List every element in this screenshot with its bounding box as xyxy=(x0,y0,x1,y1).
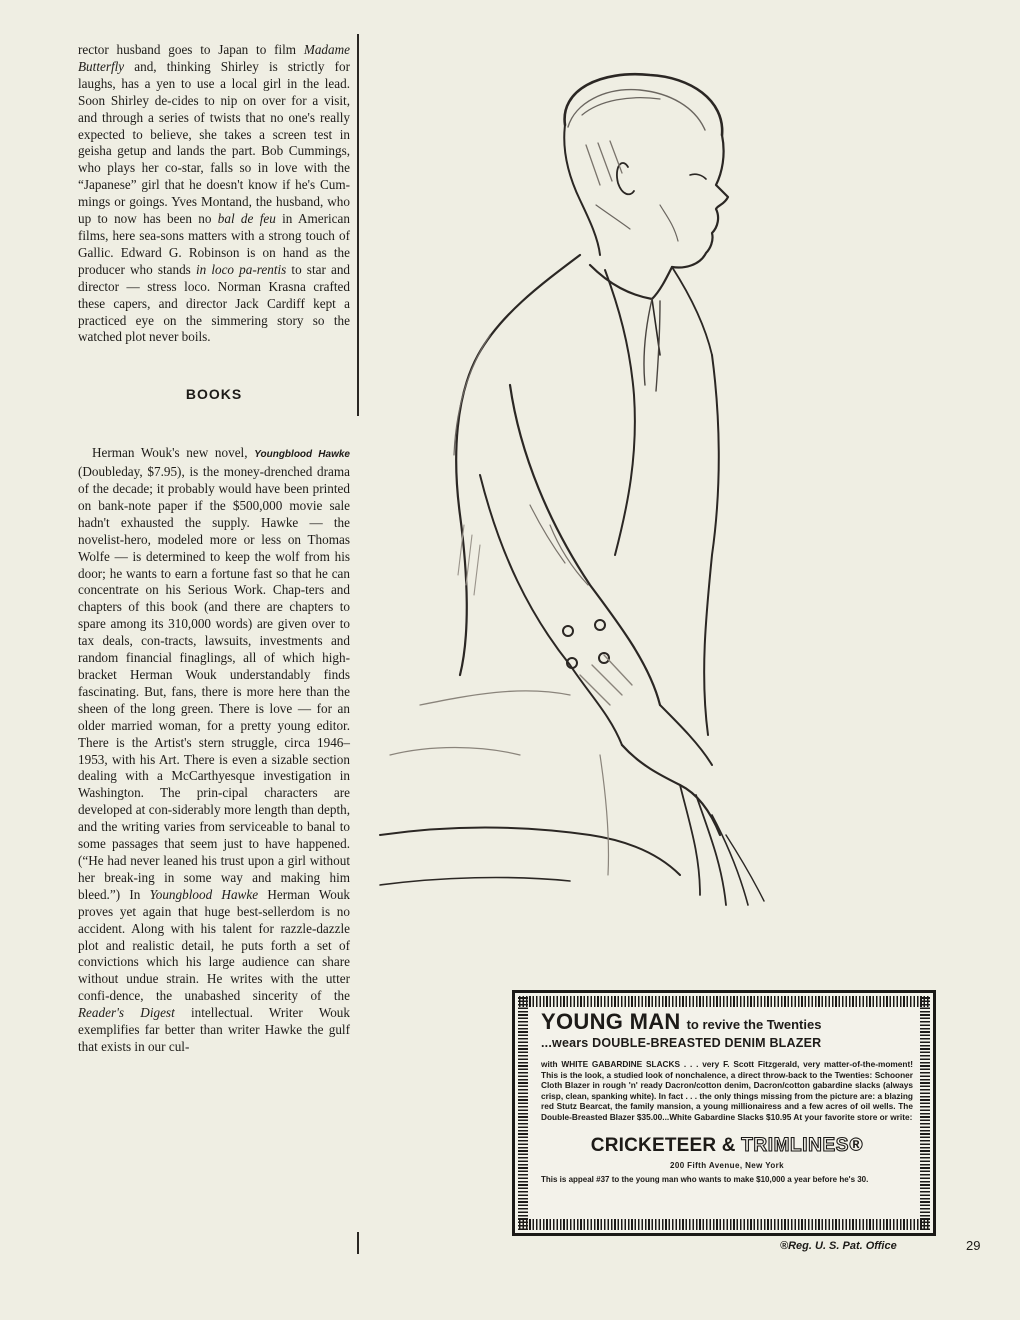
ad-headline-rest: to revive the Twenties xyxy=(686,1017,822,1032)
title-text: Youngblood Hawke xyxy=(149,886,259,902)
ad-brand-logo xyxy=(541,1135,913,1157)
ad-address: 200 Fifth Avenue, New York xyxy=(670,1160,784,1170)
ad-border-stripe xyxy=(518,996,528,1230)
body-text: intellectual. Writer Wouk exemplifies far better than writer Hawke the gulf that exists in our cul- xyxy=(78,1005,350,1054)
body-text: to star and director — stress loco. Norman Krasna crafted these capers, and director Jack Cardiff kept a practiced eye on the simmering story so the watched plot never boils. xyxy=(78,261,351,345)
ad-headline xyxy=(541,1009,913,1038)
review-paragraph xyxy=(78,42,350,346)
page-number: 29 xyxy=(966,1238,981,1253)
ad-subheadline: ...wears DOUBLE-BREASTED DENIM BLAZER xyxy=(541,1036,822,1050)
ad-footer: This is appeal #37 to the young man who wants to make $10,000 a year before he's 30. xyxy=(541,1174,869,1184)
cricketeer-advertisement xyxy=(512,990,936,1236)
ad-brand-mark: ® xyxy=(849,1134,864,1156)
title-text: bal de feu xyxy=(217,211,276,227)
body-text: Herman Wouk proves yet again that huge best-sellerdom is no accident. Along with his talent for razzle-dazzle plot and realistic detail, he puts forth a set of convictions which his large audience can share without undue strain. He writes with the utter confi-dence, the unabashed sincerity of the xyxy=(78,886,351,1004)
title-text: Youngblood Hawke xyxy=(254,449,350,461)
body-text: (Doubleday, $7.95), is the money-drenched drama of the decade; it probably would have been printed on bank-note paper if the $500,000 movie sale hadn't exhausted the supply. Hawke — the novelist-hero, modeled more or less on Thomas Wolfe — is determined to keep the wolf from his door; he wants to earn a fortune fast so that he can concentrate on his Serious Work. Chap-ters and chapters of this book (and there are chapters to spare among its 310,000 words) are given over to tax deals, con-tracts, lawsuits, investments and random financial finaglings, all of which high-bracket Herman Wouk understandably finds fascinating. But, fans, there is more here than the sheen of the long green. There is love — for an older married woman, for a pretty young editor. There is the Artist's stern struggle, circa 1946–1953, with his Art. There is even a sizable section dealing with a McCarthyesque investigation in Washington. The prin-cipal characters are developed at con-siderably more length than depth, and the writing varies from serviceable to banal to some passages that seem just to have happened. (“He had never leaned his trust upon a girl without her break-ing in some way and making him bleed.”) In xyxy=(78,464,350,902)
registered-trademark-note: ®Reg. U. S. Pat. Office xyxy=(780,1240,897,1252)
title-text: Reader's Digest xyxy=(78,1005,175,1021)
title-text: Madame Butterfly xyxy=(78,42,350,74)
title-text: in loco pa-rentis xyxy=(195,261,287,277)
ad-headline-big: YOUNG MAN xyxy=(541,1009,681,1034)
books-paragraph xyxy=(78,445,350,1056)
body-text: rector husband goes to Japan to film xyxy=(78,42,304,57)
ad-border-stripe xyxy=(920,996,930,1230)
sketch-illustration xyxy=(360,55,960,985)
body-text: Herman Wouk's new novel, xyxy=(92,445,255,461)
body-text: in American films, here sea-sons matters with a strong touch of Gallic. Edward G. Robinson is on hand as the producer who stands xyxy=(78,211,350,277)
ad-border-stripe xyxy=(519,996,929,1007)
ad-content xyxy=(541,1009,913,1185)
ad-brand-outline: TRIMLINES xyxy=(741,1134,849,1156)
ad-border-stripe xyxy=(519,1219,929,1230)
books-heading: BOOKS xyxy=(185,386,243,403)
ad-brand-solid: CRICKETEER & xyxy=(590,1134,736,1156)
ad-body-copy: with WHITE GABARDINE SLACKS . . . very F. Scott Fitzgerald, very matter-of-the-moment! This is the look, a studied look of nonchalence, a direct throw-back to the Twenties: Schooner Cloth Blazer in rough 'n' ready Dacron/cotton denim, Dacron/cotton gabardine slacks (always crisp, clean, spanking white). In fact . . . the only things missing from the picture are: a blazing red Stutz Bearcat, the family mansion, a young millionairess and a few acres of oil wells. The Double-Breasted Blazer $35.00...White Gabardine Slacks $10.95 At your favorite store or write: xyxy=(541,1059,913,1122)
column-rule-bottom xyxy=(357,1232,359,1254)
body-text: and, thinking Shirley is strictly for laughs, has a yen to use a local girl in the lead. Soon Shirley de-cides to nip on over for a visit, and through a series of twists that no one's really expected to believe, she takes a screen test in geisha getup and lands the part. Bob Cummings, who plays her co-star, falls so in love with the “Japanese” girl that he doesn't know if he's Cum-mings or goings. Yves Montand, the husband, who up to now has been no xyxy=(78,58,350,227)
column-rule-top xyxy=(357,34,359,416)
text-column xyxy=(78,42,350,1056)
